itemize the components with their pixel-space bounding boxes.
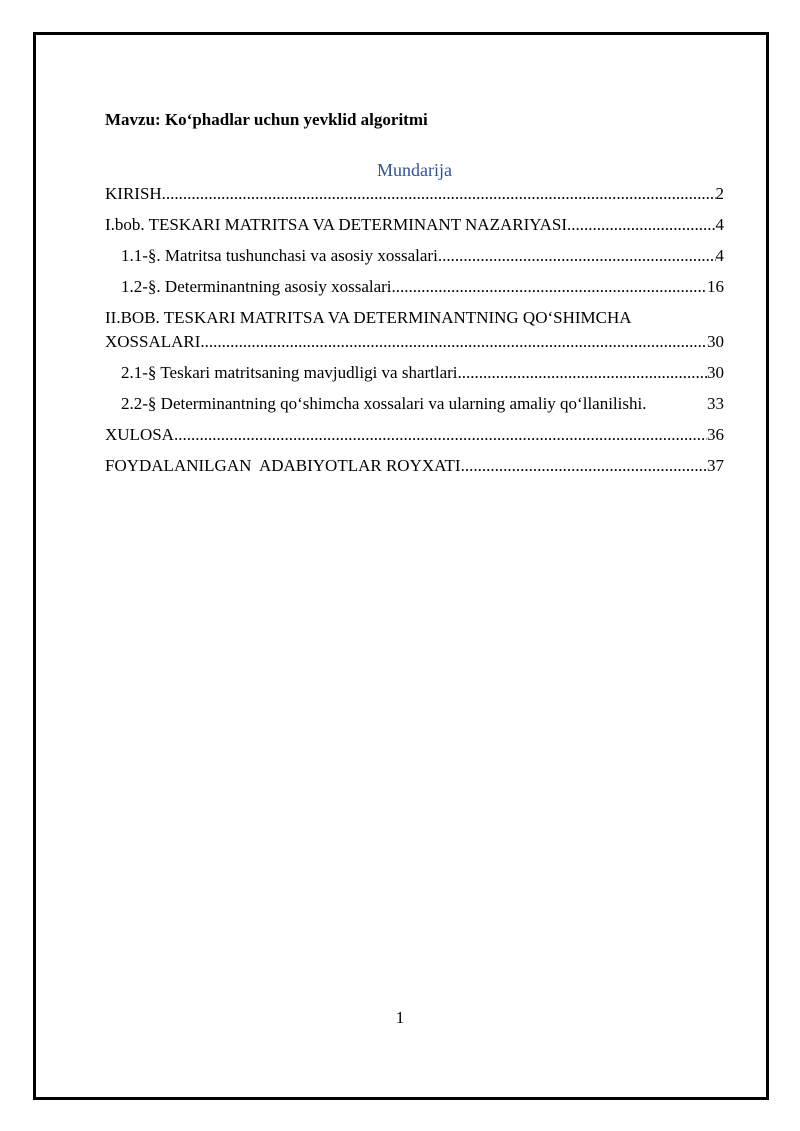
document-body [105, 105, 724, 485]
toc-dot-leader [438, 244, 716, 268]
toc-dot-leader [200, 330, 707, 354]
toc-entry-continuation [105, 330, 724, 354]
toc-entry-section-1-1[interactable] [105, 244, 724, 268]
toc-entry-chapter-1[interactable] [105, 213, 724, 237]
toc-entry-label: XULOSA [105, 425, 174, 444]
toc-entry-page: 4 [715, 246, 724, 265]
toc-entry-xulosa[interactable] [105, 423, 724, 447]
toc-entry-page: 4 [715, 215, 724, 234]
subject-title: Mavzu: Ko‘phadlar uchun yevklid algoritmi [105, 110, 428, 129]
toc-entry-label: 2.1-§ Teskari matritsaning mavjudligi va shartlari [121, 363, 458, 382]
toc-entry-section-2-2[interactable] [105, 392, 724, 416]
toc-entry-label: 2.2-§ Determinantning qo‘shimcha xossalari va ularning amaliy qo‘llanilishi. [121, 394, 647, 413]
toc-heading: Mundarija [377, 160, 452, 180]
toc-entry-page: 16 [707, 277, 724, 296]
toc-dot-leader [567, 213, 715, 237]
toc-dot-leader [174, 423, 707, 447]
toc-entry-section-1-2[interactable] [105, 275, 724, 299]
toc-entry-page: 2 [715, 184, 724, 203]
toc-entry-label: 1.2-§. Determinantning asosiy xossalari [121, 277, 392, 296]
toc-entry-kirish[interactable] [105, 182, 724, 206]
toc-dot-leader [458, 361, 707, 385]
toc-entry-chapter-2[interactable] [105, 306, 724, 354]
toc-dot-leader [461, 454, 707, 478]
toc-entry-label: KIRISH [105, 184, 162, 203]
toc-entry-references[interactable] [105, 454, 724, 478]
toc-entry-section-2-1[interactable] [105, 361, 724, 385]
toc-entry-page: 33 [707, 394, 724, 413]
toc-entry-label: FOYDALANILGAN ADABIYOTLAR ROYXATI [105, 456, 461, 475]
table-of-contents [105, 182, 724, 478]
toc-entry-page: 30 [707, 332, 724, 351]
toc-entry-page: 30 [707, 363, 724, 382]
toc-dot-leader [392, 275, 707, 299]
toc-entry-label: 1.1-§. Matritsa tushunchasi va asosiy xossalari [121, 246, 438, 265]
toc-entry-page: 36 [707, 425, 724, 444]
page-number: 1 [395, 1008, 405, 1027]
toc-entry-label: II.BOB. TESKARI MATRITSA VA DETERMINANTNING QO‘SHIMCHA [105, 308, 632, 327]
toc-dot-leader [162, 182, 716, 206]
toc-entry-label-continued: XOSSALARI [105, 332, 201, 351]
toc-entry-label: I.bob. TESKARI MATRITSA VA DETERMINANT NAZARIYASI [105, 215, 568, 234]
toc-entry-page: 37 [707, 456, 724, 475]
